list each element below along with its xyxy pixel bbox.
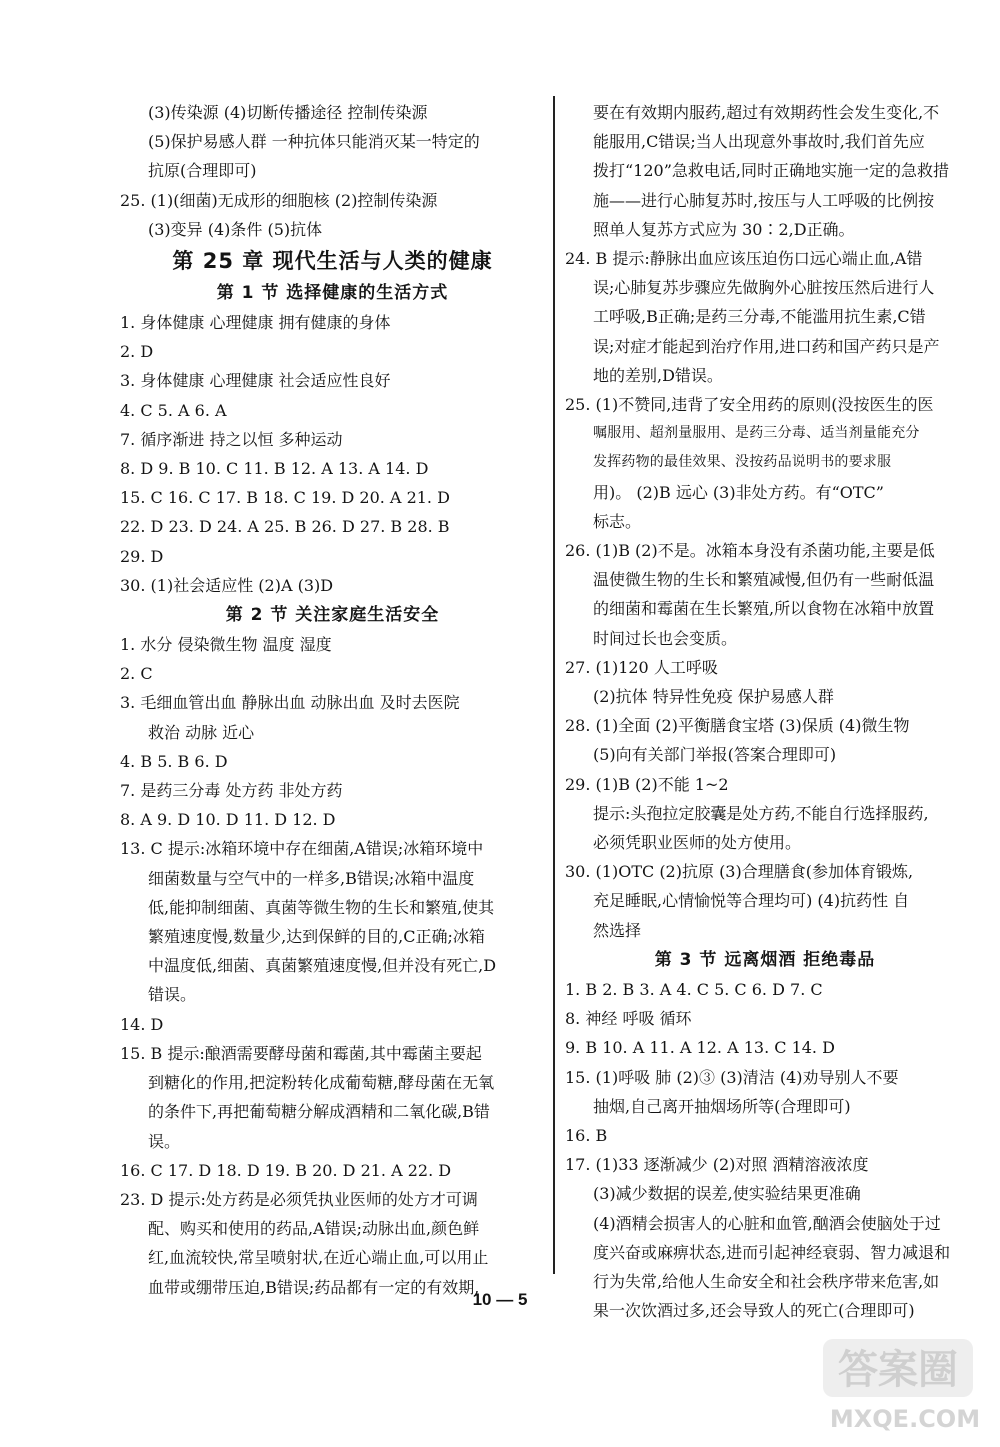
answer-line: (3)变异 (4)条件 (5)抗体	[148, 219, 323, 239]
answer-line: 时间过长也会变质。	[593, 628, 738, 648]
answer-line: 16. B	[565, 1125, 608, 1145]
answer-line: 发挥药物的最佳效果、没按药品说明书的要求服	[593, 454, 892, 471]
watermark-logo	[815, 1335, 990, 1435]
answer-line: 标志。	[593, 511, 642, 531]
svg-text:MXQE.COM: MXQE.COM	[829, 1405, 981, 1433]
answer-line: 度兴奋或麻痹状态,进而引起神经衰弱、智力减退和	[593, 1242, 951, 1262]
answer-line: 必须凭职业医师的处方使用。	[593, 833, 802, 853]
answer-line: 繁殖速度慢,数量少,达到保鲜的目的,C正确;冰箱	[148, 927, 485, 947]
answer-line: 2. D	[120, 342, 154, 362]
answer-line: 16. C 17. D 18. D 19. B 20. D 21. A 22. D	[120, 1160, 452, 1180]
answer-line: 29. (1)B (2)不能 1~2	[565, 774, 729, 794]
answer-line: 抗原(合理即可)	[148, 161, 257, 181]
answer-line: 用)。 (2)B 远心 (3)非处方药。有“OTC”	[593, 482, 884, 502]
answer-line: 误;心肺复苏步骤应先做胸外心脏按压然后进行人	[593, 278, 935, 298]
answer-line: 22. D 23. D 24. A 25. B 26. D 27. B 28. B	[120, 517, 450, 537]
answer-line: 细菌数量与空气中的一样多,B错误;冰箱中温度	[148, 868, 475, 888]
answer-line: 30. (1)OTC (2)抗原 (3)合理膳食(参加体育锻炼,	[565, 862, 914, 882]
answer-line: 要在有效期内服药,超过有效期药性会发生变化,不	[593, 103, 940, 122]
section-heading: 第 3 节 远离烟酒 拒绝毒品	[654, 949, 876, 970]
answer-line: (5)向有关部门举报(答案合理即可)	[593, 745, 837, 765]
answer-line: 救治 动脉 近心	[148, 722, 255, 742]
answer-line: 误;对症才能起到治疗作用,进口药和国产药只是产	[593, 336, 940, 356]
answer-line: (3)传染源 (4)切断传播途径 控制传染源	[148, 103, 428, 122]
answer-line: 8. A 9. D 10. D 11. D 12. D	[120, 810, 336, 830]
answer-line: 1. 水分 侵染微生物 温度 湿度	[120, 635, 332, 655]
answer-line: 25. (1)(细菌)无成形的细胞核 (2)控制传染源	[120, 190, 438, 210]
answer-line: 然选择	[593, 920, 642, 940]
answer-line: 行为失常,给他人生命安全和社会秩序带来危害,如	[593, 1271, 940, 1291]
answer-line: 26. (1)B (2)不是。冰箱本身没有杀菌功能,主要是低	[565, 541, 935, 561]
svg-text:答案圈: 答案圈	[838, 1347, 958, 1393]
answer-line: (2)抗体 特异性免疫 保护易感人群	[593, 687, 834, 707]
answer-line: 低,能抑制细菌、真菌等微生物的生长和繁殖,使其	[148, 897, 495, 917]
answer-line: 中温度低,细菌、真菌繁殖速度慢,但并没有死亡,D	[148, 956, 497, 976]
answer-line: 8. 神经 呼吸 循环	[565, 1009, 692, 1029]
answer-line: 14. D	[120, 1014, 164, 1034]
answer-line: 误。	[148, 1131, 181, 1151]
answer-line: 3. 身体健康 心理健康 社会适应性良好	[120, 371, 391, 391]
answer-line: 到糖化的作用,把淀粉转化成葡萄糖,酵母菌在无氧	[148, 1073, 495, 1093]
answer-line: 24. B 提示:静脉出血应该压迫伤口远心端止血,A错	[565, 249, 923, 269]
answer-line: 工呼吸,B正确;是药三分毒,不能滥用抗生素,C错	[593, 307, 926, 327]
answer-line: 的细菌和霉菌在生长繁殖,所以食物在冰箱中放置	[593, 599, 935, 619]
answer-line: 13. C 提示:冰箱环境中存在细菌,A错误;冰箱环境中	[120, 839, 484, 859]
answer-line: 抽烟,自己离开抽烟场所等(合理即可)	[593, 1096, 851, 1116]
answer-line: 9. B 10. A 11. A 12. A 13. C 14. D	[565, 1038, 835, 1058]
answer-line: (5)保护易感人群 一种抗体只能消灭某一特定的	[148, 132, 480, 152]
answer-line: 2. C	[120, 664, 153, 684]
answer-line: (3)减少数据的误差,使实验结果更准确	[593, 1184, 861, 1204]
answer-line: 15. (1)呼吸 肺 (2)③ (3)清洁 (4)劝导别人不要	[565, 1067, 899, 1087]
answer-line: 3. 毛细血管出血 静脉出血 动脉出血 及时去医院	[120, 693, 460, 713]
answer-line: 27. (1)120 人工呼吸	[565, 657, 718, 677]
answer-line: 25. (1)不赞同,违背了安全用药的原则(没按医生的医	[565, 395, 934, 415]
answer-line: 7. 循序渐进 持之以恒 多种运动	[120, 429, 343, 449]
answer-line: 1. B 2. B 3. A 4. C 5. C 6. D 7. C	[565, 979, 823, 999]
answer-line: 果一次饮酒过多,还会导致人的死亡(合理即可)	[593, 1301, 915, 1321]
answer-line: 28. (1)全面 (2)平衡膳食宝塔 (3)保质 (4)微生物	[565, 716, 910, 736]
answer-line: 15. B 提示:酿酒需要酵母菌和霉菌,其中霉菌主要起	[120, 1043, 482, 1063]
section-heading: 第 2 节 关注家庭生活安全	[225, 605, 440, 626]
answer-line: 17. (1)33 逐渐减少 (2)对照 酒精溶液浓度	[565, 1155, 869, 1175]
chapter-heading: 第 25 章 现代生活与人类的健康	[172, 249, 493, 274]
section-heading: 第 1 节 选择健康的生活方式	[216, 283, 449, 304]
answer-line: 23. D 提示:处方药是必须凭执业医师的处方才可调	[120, 1189, 478, 1209]
right-column	[565, 98, 965, 1325]
answer-line: 配、购买和使用的药品,A错误;动脉出血,颜色鲜	[148, 1219, 480, 1239]
answer-line: 29. D	[120, 546, 164, 566]
answer-line: 地的差别,D错误。	[593, 365, 723, 385]
answer-line: 照单人复苏方式应为 30∶2,D正确。	[593, 219, 855, 239]
answer-line: 红,血流较快,常呈喷射状,在近心端止血,可以用止	[148, 1248, 489, 1268]
answer-line: 30. (1)社会适应性 (2)A (3)D	[120, 575, 334, 595]
answer-line: 15. C 16. C 17. B 18. C 19. D 20. A 21. D	[120, 488, 450, 508]
answer-line: 能服用,C错误;当人出现意外事故时,我们首先应	[593, 132, 925, 152]
answer-line: 错误。	[148, 985, 197, 1005]
answer-line: 温使微生物的生长和繁殖减慢,但仍有一些耐低温	[593, 570, 935, 590]
answer-line: 8. D 9. B 10. C 11. B 12. A 13. A 14. D	[120, 459, 429, 479]
answer-line: 充足睡眠,心情愉悦等合理均可) (4)抗药性 自	[593, 891, 910, 911]
answer-line: 7. 是药三分毒 处方药 非处方药	[120, 781, 343, 801]
answer-line: 提示:头孢拉定胶囊是处方药,不能自行选择服药,	[593, 803, 929, 823]
left-column	[120, 98, 545, 1302]
answer-line: 1. 身体健康 心理健康 拥有健康的身体	[120, 313, 391, 333]
page-number: 10 — 5	[472, 1290, 528, 1309]
answer-line: (4)酒精会损害人的心脏和血管,酗酒会使脑处于过	[593, 1213, 941, 1233]
answer-line: 拨打“120”急救电话,同时正确地实施一定的急救措	[593, 161, 949, 181]
answer-line: 的条件下,再把葡萄糖分解成酒精和二氧化碳,B错	[148, 1102, 490, 1122]
answer-line: 4. C 5. A 6. A	[120, 400, 227, 420]
answer-line: 施——进行心肺复苏时,按压与人工呼吸的比例按	[593, 190, 935, 210]
answer-line: 4. B 5. B 6. D	[120, 751, 228, 771]
answer-line: 血带或绷带压迫,B错误;药品都有一定的有效期,	[148, 1277, 480, 1297]
answer-line: 嘱服用、超剂量服用、是药三分毒、适当剂量能充分	[593, 425, 920, 442]
column-divider	[553, 96, 555, 1274]
